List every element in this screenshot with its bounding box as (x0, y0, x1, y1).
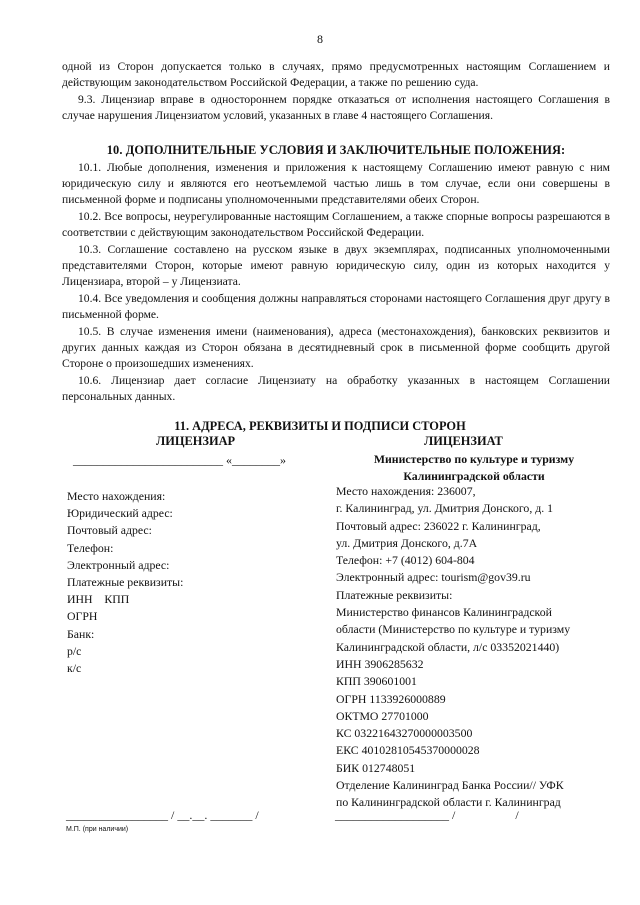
clause-10-4: 10.4. Все уведомления и сообщения должны направляться сторонами настоящего Соглашения друг другу в письменной форме. (62, 292, 610, 322)
licensee-details (336, 483, 621, 812)
licensor-field: Телефон: (67, 540, 114, 555)
licensee-title: ЛИЦЕНЗИАТ (424, 434, 503, 448)
licensor-name-line: _________________________ «________» (73, 453, 286, 467)
licensee-field: Телефон: +7 (4012) 604-804 (336, 553, 475, 568)
licensee-field: Калининградской области, л/с 03352021440) (336, 639, 560, 654)
licensee-field: Почтовый адрес: 236022 г. Калининград, (336, 518, 541, 533)
licensor-field: р/с (67, 643, 82, 658)
clause-10-6: 10.6. Лицензиар дает согласие Лицензиату на обработку указанных в настоящем Соглашении персональных данных. (62, 374, 610, 404)
licensee-field: по Калининградской области г. Калининград (336, 795, 561, 810)
section-11-heading: 11. АДРЕСА, РЕКВИЗИТЫ И ПОДПИСИ СТОРОН (174, 419, 466, 433)
licensee-field: ОКТМО 27701000 (336, 708, 429, 723)
licensor-field: Юридический адрес: (67, 506, 173, 521)
stamp-note: М.П. (при наличии) (66, 826, 129, 833)
licensor-field: к/с (67, 661, 82, 676)
clause-10-1: 10.1. Любые дополнения, изменения и приложения к настоящему Соглашению имеют равную с ним юридическую силу и являются его неотъемлемой частью лишь в том случае, если они совершены в письменной форме и подписаны уполномоченными представителями обеих Сторон. (62, 161, 610, 207)
licensee-field: ул. Дмитрия Донского, д.7А (336, 535, 478, 550)
licensee-field: Платежные реквизиты: (336, 587, 453, 602)
clause-10-2: 10.2. Все вопросы, неурегулированные настоящим Соглашением, а также спорные вопросы разрешаются в соответствии с действующим законодательством Российской Федерации. (62, 210, 610, 240)
licensor-title: ЛИЦЕНЗИАР (156, 434, 236, 448)
licensee-field: КС 03221643270000003500 (336, 726, 473, 741)
licensee-field: Министерство финансов Калининградской (336, 605, 552, 620)
licensee-field: ОГРН 1133926000889 (336, 691, 446, 706)
licensor-field: Почтовый адрес: (67, 523, 152, 538)
licensee-organization-name: Министерство по культуре и туризму Калининградской области (373, 452, 575, 483)
licensor-details (67, 488, 183, 677)
licensor-signature-line: _________________ / __.__. _______ / (66, 808, 259, 822)
licensor-field: Банк: (67, 626, 95, 641)
licensee-field: Отделение Калининград Банка России// УФК (336, 778, 564, 793)
licensee-field: Электронный адрес: tourism@gov39.ru (336, 570, 531, 585)
licensee-field: КПП 390601001 (336, 674, 417, 689)
licensor-field: ОГРН (67, 609, 98, 624)
licensee-field: Место нахождения: 236007, (336, 484, 476, 498)
licensor-field: Место нахождения: (67, 489, 166, 503)
paragraph-continuation: одной из Сторон допускается только в случаях, прямо предусмотренных настоящим Соглашением и действующим законодательством Российской Федерации, а также по решению суда. (62, 60, 610, 89)
section-10-heading: 10. ДОПОЛНИТЕЛЬНЫЕ УСЛОВИЯ И ЗАКЛЮЧИТЕЛЬНЫЕ ПОЛОЖЕНИЯ: (106, 142, 566, 157)
licensor-field: Платежные реквизиты: (67, 575, 184, 590)
licensor-field: ИНН КПП (67, 592, 130, 607)
document-body (62, 59, 610, 406)
clause-10-5: 10.5. В случае изменения имени (наименования), адреса (местонахождения), банковских реквизитов и других данных каждая из Сторон обязана в десятидневный срок в письменной форме сообщить другой Стороне о произошедших изменениях. (62, 325, 610, 371)
licensee-field: ИНН 3906285632 (336, 656, 424, 671)
clause-10-3: 10.3. Соглашение составлено на русском языке в двух экземплярах, подписанных уполномоченными представителями Сторон, которые имеют равную юридическую силу, один из которых находится у Лицензиара, второй – у Лицензиата. (62, 243, 610, 289)
licensor-field: Электронный адрес: (67, 557, 170, 572)
licensee-signature-line: ___________________ / / (335, 808, 519, 822)
licensee-field: г. Калининград, ул. Дмитрия Донского, д. 1 (336, 501, 554, 516)
licensee-field: области (Министерство по культуре и туризму (336, 622, 571, 637)
licensee-field: БИК 012748051 (336, 760, 416, 775)
page-number: 8 (317, 32, 323, 46)
paragraph-9-3: 9.3. Лицензиар вправе в одностороннем порядке отказаться от исполнения настоящего Соглашения в случае нарушения Лицензиатом условий, указанных в главе 4 настоящего Соглашения. (62, 93, 610, 122)
licensee-field: ЕКС 40102810545370000028 (336, 743, 480, 758)
